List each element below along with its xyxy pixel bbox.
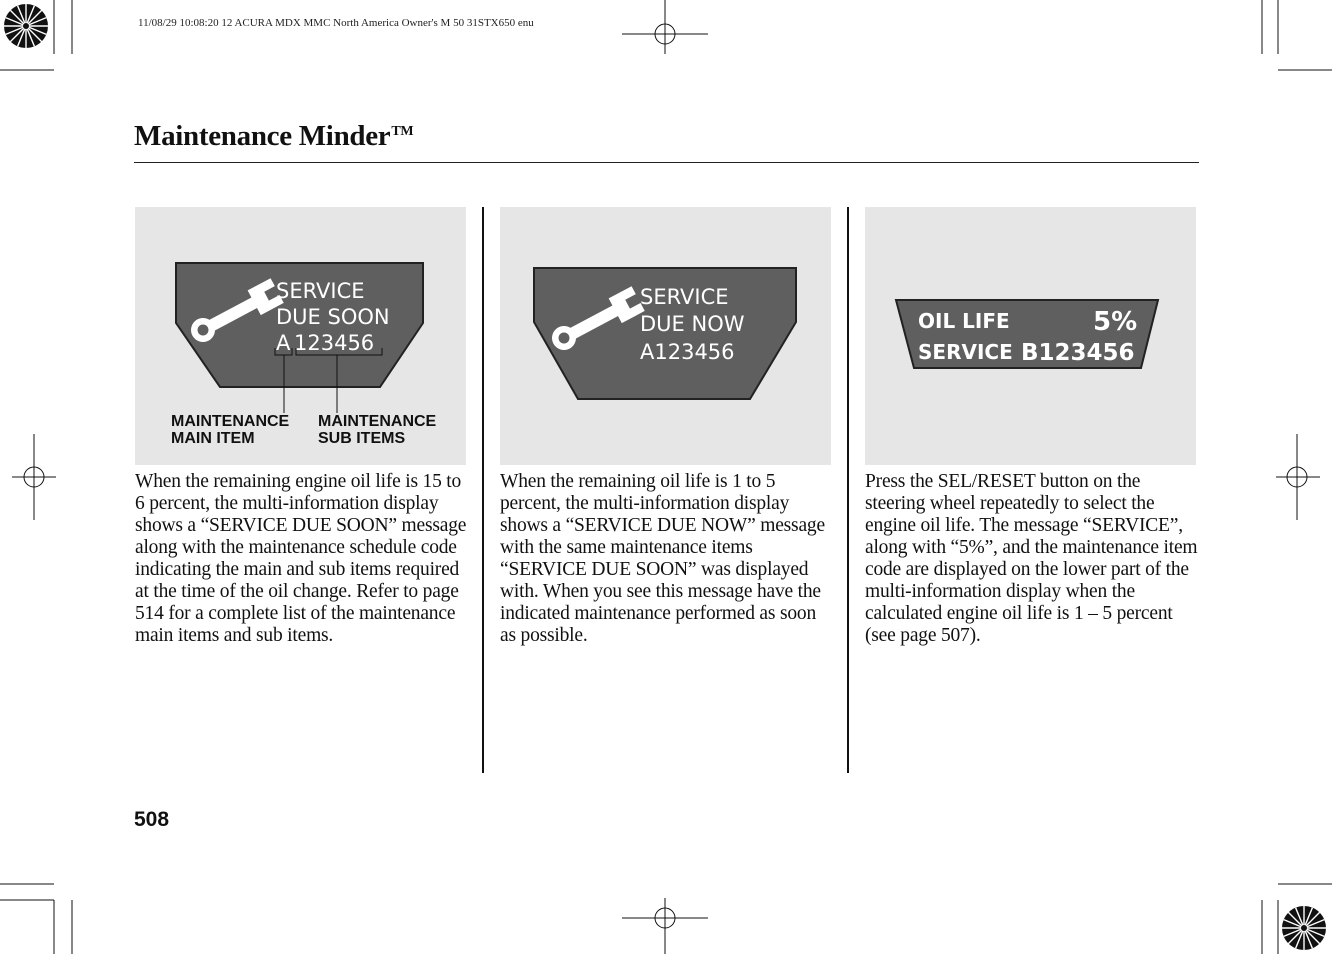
paragraph-service-due-soon: When the remaining engine oil life is 15 to 6 percent, the multi-information display shows a “SERVICE DUE SOON” message along with the maintenance schedule code indicating the main and sub items required at the time of the oil change. Refer to page 514 for a complete list of the maintenance main items and sub items. (135, 471, 467, 646)
display-line-due-now: DUE NOW (640, 312, 745, 336)
callout-main-item-line1: MAINTENANCE (171, 413, 290, 430)
display-service-code: B123456 (1021, 340, 1135, 366)
display-illustration-3 (865, 207, 1196, 465)
callout-sub-items-line2: SUB ITEMS (318, 430, 406, 447)
callout-sub-items (318, 413, 436, 447)
display-code-digits: 123456 (294, 331, 375, 355)
column-1-text (135, 471, 467, 647)
column-divider-1 (482, 207, 484, 773)
callout-main-item-line2: MAIN ITEM (171, 430, 255, 447)
display-oil-life-value: 5% (1093, 307, 1138, 337)
page-title-text: Maintenance Minder (134, 120, 391, 152)
page-number: 508 (134, 808, 170, 831)
display-illustration-2 (500, 207, 831, 465)
column-3-text (865, 471, 1201, 647)
callout-sub-items-line1: MAINTENANCE (318, 413, 437, 430)
column-divider-2 (847, 207, 849, 773)
page-title (134, 120, 413, 153)
paragraph-service-due-now: When the remaining oil life is 1 to 5 percent, the multi-information display shows a “SERVICE DUE NOW” message with the same maintenance items “SERVICE DUE SOON” was displayed with. When you see this message have the indicated maintenance performed as soon as possible. (500, 471, 825, 646)
display-code-letter: A (276, 331, 291, 355)
paragraph-oil-life: Press the SEL/RESET button on the steering wheel repeatedly to select the engine oil life. The message “SERVICE”, along with “5%”, and the maintenance item code are displayed on the lower part of the multi-information display when the calculated engine oil life is 1 – 5 percent (see page 507). (865, 471, 1198, 646)
display-line-service: SERVICE (276, 279, 365, 303)
display-line-code: A123456 (640, 340, 735, 364)
column-2-text (500, 471, 836, 647)
trademark-mark: TM (391, 124, 414, 139)
title-rule (134, 162, 1199, 163)
display-line-service: SERVICE (640, 285, 729, 309)
starburst-top-left (4, 4, 48, 48)
starburst-bottom-right (1282, 906, 1326, 950)
figure-service-due-now (500, 207, 831, 465)
display-oil-life-label: OIL LIFE (918, 309, 1010, 333)
figure-oil-life (865, 207, 1196, 465)
display-service-label: SERVICE (918, 340, 1013, 364)
callout-main-item (171, 413, 289, 447)
print-header: 11/08/29 10:08:20 12 ACURA MDX MMC North America Owner's M 50 31STX650 enu (138, 17, 534, 29)
display-line-due-soon: DUE SOON (276, 305, 390, 329)
